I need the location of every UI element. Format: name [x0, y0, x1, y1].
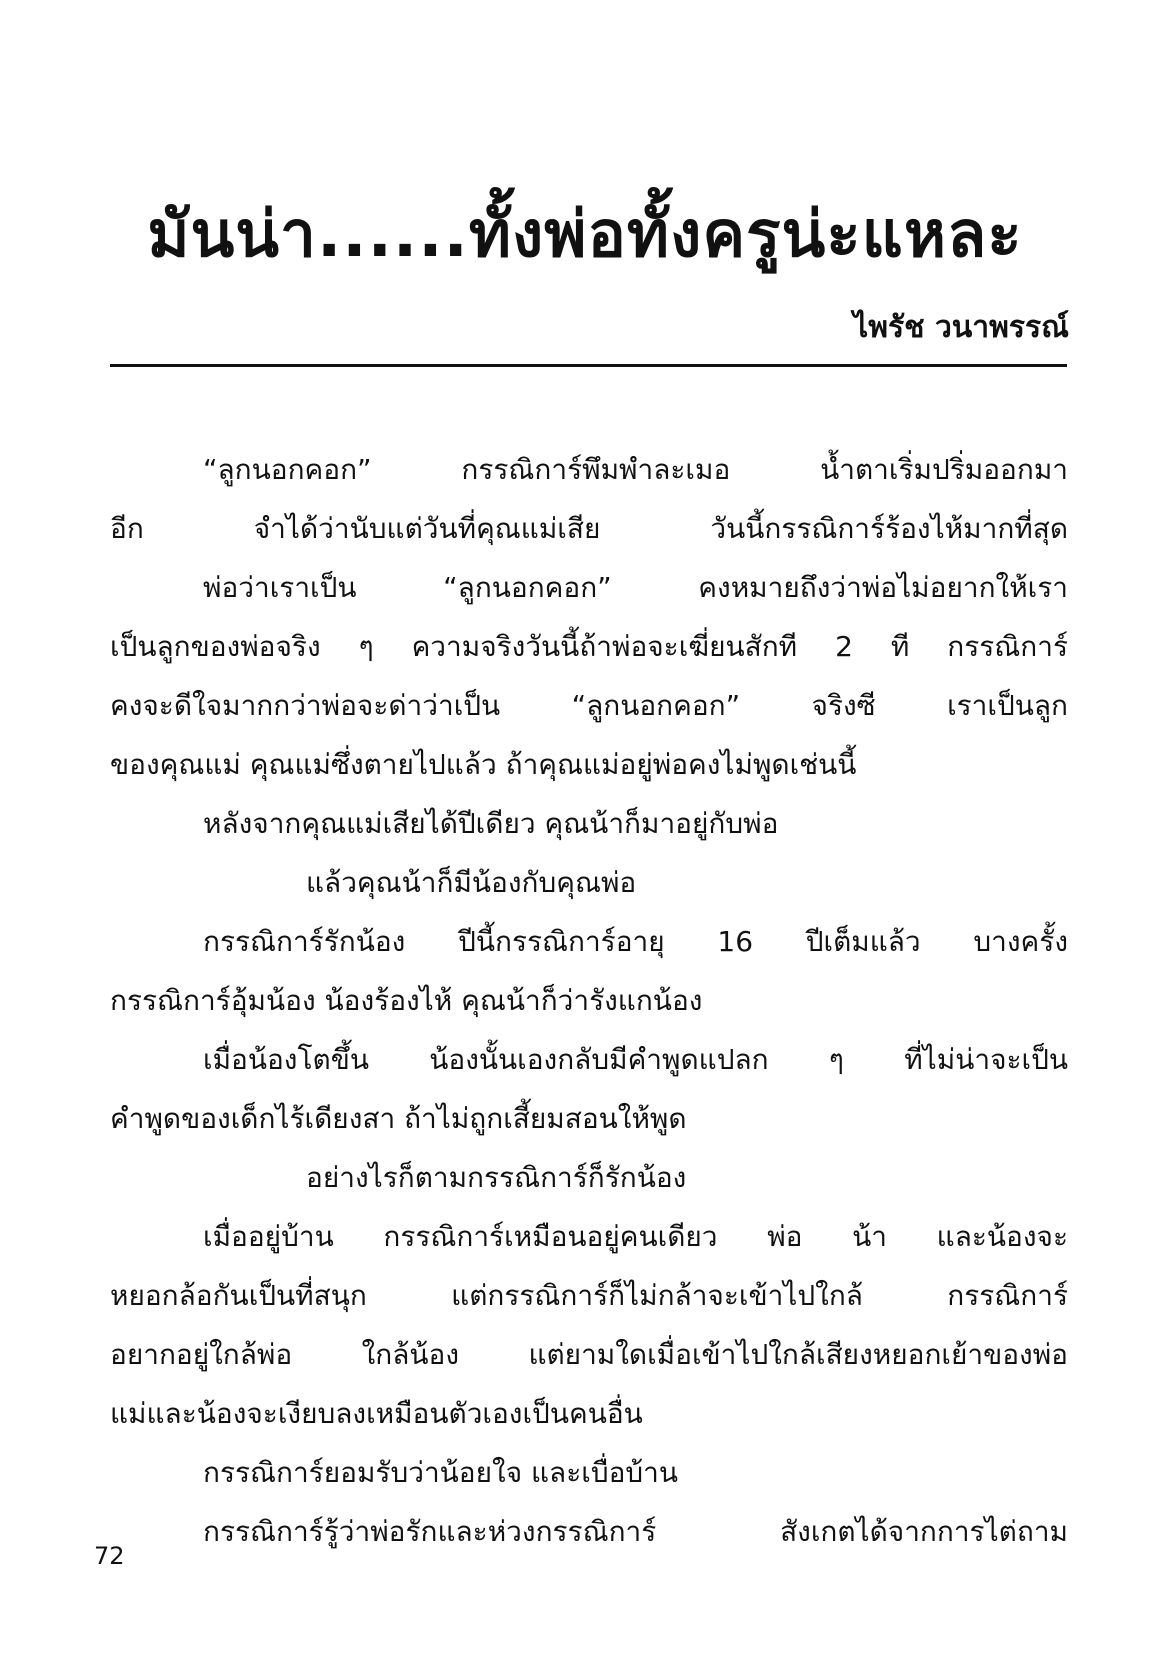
title-divider	[110, 364, 1067, 367]
body-line: ของคุณแม่ คุณแม่ซึ่งตายไปแล้ว ถ้าคุณแม่อยู่พ่อคงไม่พูดเช่นนี้	[110, 748, 857, 781]
body-line: กรรณิการ์อุ้มน้อง น้องร้องไห้ คุณน้าก็ว่ารังแกน้อง	[110, 984, 703, 1017]
body-line: กรรณิการ์รักน้อง ปีนี้กรรณิการ์อายุ 16 ปีเต็มแล้ว บางครั้ง	[203, 925, 1068, 958]
body-line: คงจะดีใจมากกว่าพ่อจะด่าว่าเป็น “ลูกนอกคอก” จริงซี เราเป็นลูก	[110, 689, 1068, 722]
body-line: กรรณิการ์ยอมรับว่าน้อยใจ และเบื่อบ้าน	[203, 1456, 679, 1489]
author-name: ไพรัช วนาพรรณ์	[853, 310, 1069, 345]
body-line: อย่างไรก็ตามกรรณิการ์ก็รักน้อง	[306, 1161, 687, 1194]
body-line: หลังจากคุณแม่เสียได้ปีเดียว คุณน้าก็มาอยู่กับพ่อ	[203, 807, 779, 840]
body-line: อีก จำได้ว่านับแต่วันที่คุณแม่เสีย วันนี้กรรณิการ์ร้องไห้มากที่สุด	[110, 512, 1068, 545]
body-line: หยอกล้อกันเป็นที่สนุก แต่กรรณิการ์ก็ไม่กล้าจะเข้าไปใกล้ กรรณิการ์	[110, 1279, 1068, 1312]
body-line: กรรณิการ์รู้ว่าพ่อรักและห่วงกรรณิการ์ สังเกตได้จากการไต่ถาม	[203, 1515, 1068, 1548]
body-line: แล้วคุณน้าก็มีน้องกับคุณพ่อ	[306, 866, 637, 899]
page-number: 72	[94, 1542, 125, 1570]
body-line: คำพูดของเด็กไร้เดียงสา ถ้าไม่ถูกเสี้ยมสอนให้พูด	[110, 1102, 687, 1135]
story-title: มันน่า......ทั้งพ่อทั้งครูน่ะแหละ	[147, 198, 1023, 272]
body-line: อยากอยู่ใกล้พ่อ ใกล้น้อง แต่ยามใดเมื่อเข้าไปใกล้เสียงหยอกเย้าของพ่อ	[110, 1338, 1068, 1371]
body-line: “ลูกนอกคอก” กรรณิการ์พึมพำละเมอ น้ำตาเริ่มปริ่มออกมา	[203, 453, 1068, 486]
body-line: เมื่ออยู่บ้าน กรรณิการ์เหมือนอยู่คนเดียว พ่อ น้า และน้องจะ	[203, 1220, 1068, 1253]
body-line: พ่อว่าเราเป็น “ลูกนอกคอก” คงหมายถึงว่าพ่อไม่อยากให้เรา	[203, 571, 1068, 604]
body-line: เป็นลูกของพ่อจริง ๆ ความจริงวันนี้ถ้าพ่อจะเฆี่ยนสักที 2 ที กรรณิการ์	[110, 630, 1068, 663]
story-body	[110, 440, 1068, 1561]
body-line: เมื่อน้องโตขึ้น น้องนั้นเองกลับมีคำพูดแปลก ๆ ที่ไม่น่าจะเป็น	[203, 1043, 1068, 1076]
body-line: แม่และน้องจะเงียบลงเหมือนตัวเองเป็นคนอื่น	[110, 1397, 643, 1430]
